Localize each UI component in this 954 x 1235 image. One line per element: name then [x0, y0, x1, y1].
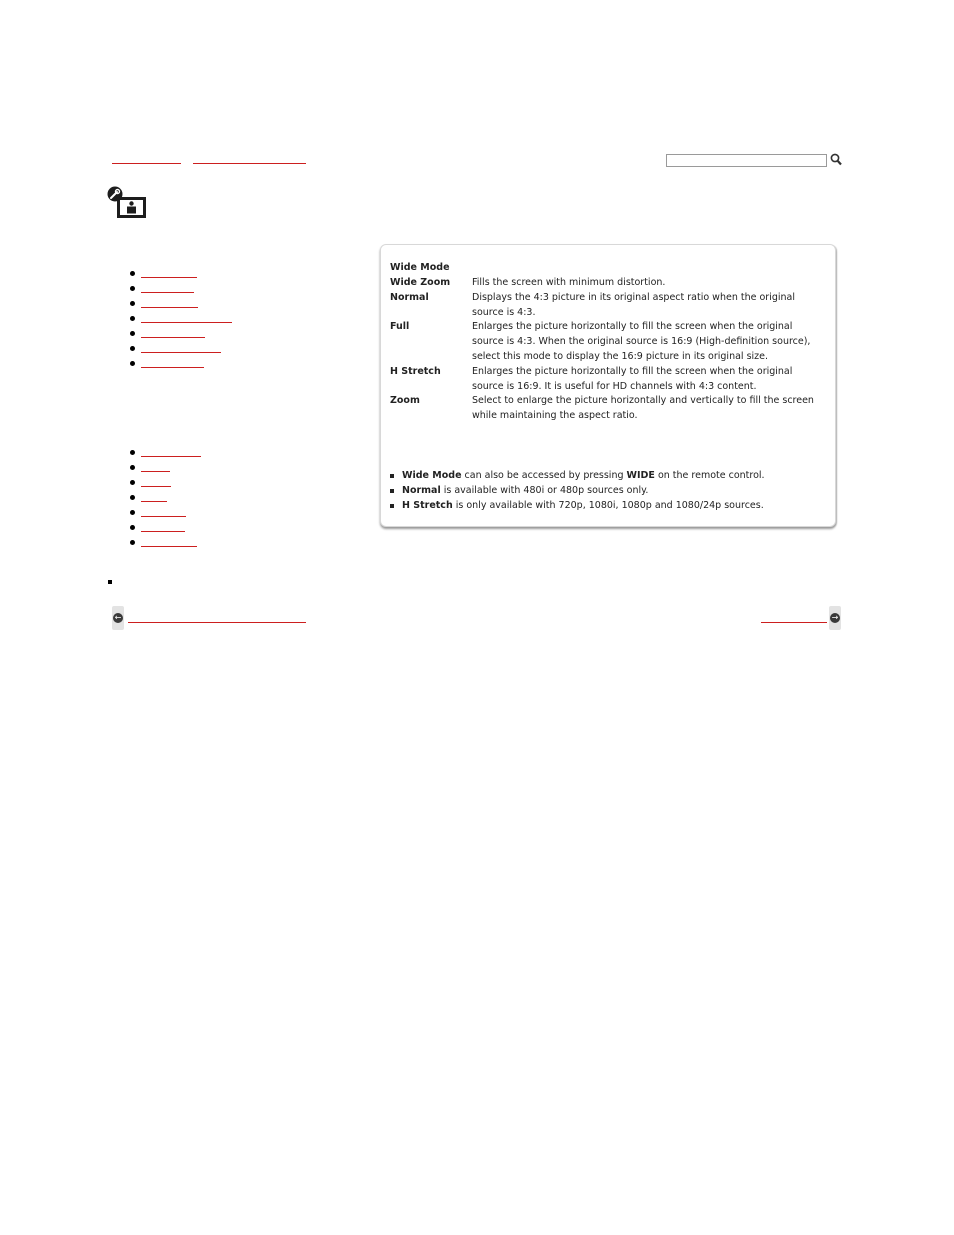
notes-list — [389, 469, 765, 514]
prev-page-link[interactable] — [128, 622, 306, 623]
search-icon[interactable] — [830, 152, 843, 166]
list-item: Wide Mode can also be accessed by pressing WIDE on the remote control. — [389, 469, 765, 484]
arrow-left-icon[interactable]: ← — [112, 606, 124, 630]
wide-mode-panel: Wide Mode Wide Zoom Fills the screen with minimum distortion. Normal Displays the 4:3 picture in its original aspect ratio when the original source is 4:3. Full Enlarges the picture horizontally to fill the screen when the original source is 4:3. When the original source is 16:9 (High-definition source), select this mode to display the 16:9 picture in its original size. H Stretch Enlarges the picture horizontally to fill the screen when the original source is 16:9. It is useful for HD channels with 4:3 content. Zoom Select to enlarge the picture horizontally and vertically to fill the screen while maintaining the aspect ratio. Wide Mode can also be accessed by pressing WIDE on the remote control. Normal is available with 480i or 480p sources only. H Stretch is only available with 720p, 1080i, 1080p and 1080/24p sources. — [380, 244, 836, 527]
panel-title: Wide Mode — [390, 262, 450, 273]
wrench-picture-icon — [107, 186, 149, 220]
list-item: Normal is available with 480i or 480p sources only. — [389, 484, 765, 499]
bullet-marker — [108, 580, 112, 584]
breadcrumb-link-2[interactable] — [193, 163, 306, 164]
list-item: H Stretch is only available with 720p, 1080i, 1080p and 1080/24p sources. — [389, 499, 765, 514]
search-input[interactable] — [666, 154, 827, 167]
breadcrumb-link-1[interactable] — [112, 163, 181, 164]
arrow-right-icon[interactable]: → — [829, 606, 841, 630]
next-page-link[interactable] — [761, 622, 827, 623]
